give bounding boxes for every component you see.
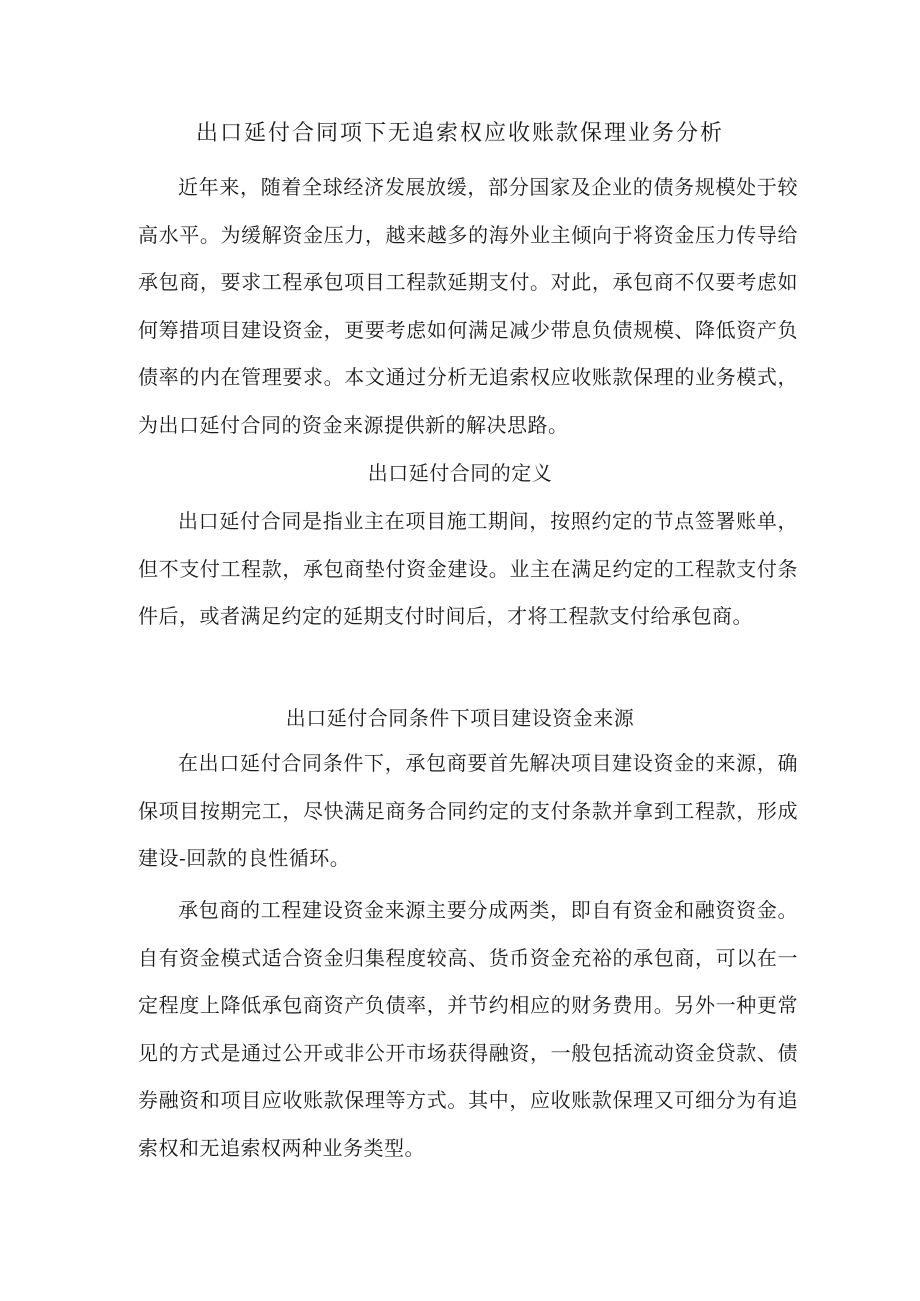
intro-paragraph: 近年来，随着全球经济发展放缓，部分国家及企业的债务规模处于较高水平。为缓解资金压力，越来越多的海外业主倾向于将资金压力传导给承包商，要求工程承包项目工程款延期支付。对此，承包商不仅要考虑如何筹措项目建设资金，更要考虑如何满足减少带息负债规模、降低资产负债率的内在管理要求。本文通过分析无追索权应收账款保理的业务模式，为出口延付合同的资金来源提供新的解决思路。 [138, 175, 798, 437]
section-heading-funding-sources: 出口延付合同条件下项目建设资金来源 [285, 706, 635, 730]
definition-paragraph: 出口延付合同是指业主在项目施工期间，按照约定的节点签署账单，但不支付工程款，承包商垫付资金建设。业主在满足约定的工程款支付条件后，或者满足约定的延期支付时间后，才将工程款支付给承包商。 [138, 509, 798, 628]
section-heading-definition: 出口延付合同的定义 [367, 461, 553, 485]
funding-paragraph-2: 承包商的工程建设资金来源主要分成两类，即自有资金和融资资金。自有资金模式适合资金归集程度较高、货币资金充裕的承包商，可以在一定程度上降低承包商资产负债率，并节约相应的财务费用。另外一种更常见的方式是通过公开或非公开市场获得融资，一般包括流动资金贷款、债券融资和项目应收账款保理等方式。其中，应收账款保理又可细分为有追索权和无追索权两种业务类型。 [138, 898, 798, 1160]
funding-paragraph-1: 在出口延付合同条件下，承包商要首先解决项目建设资金的来源，确保项目按期完工，尽快满足商务合同约定的支付条款并拿到工程款，形成建设-回款的良性循环。 [138, 751, 798, 870]
document-title: 出口延付合同项下无追索权应收账款保理业务分析 [195, 121, 724, 146]
